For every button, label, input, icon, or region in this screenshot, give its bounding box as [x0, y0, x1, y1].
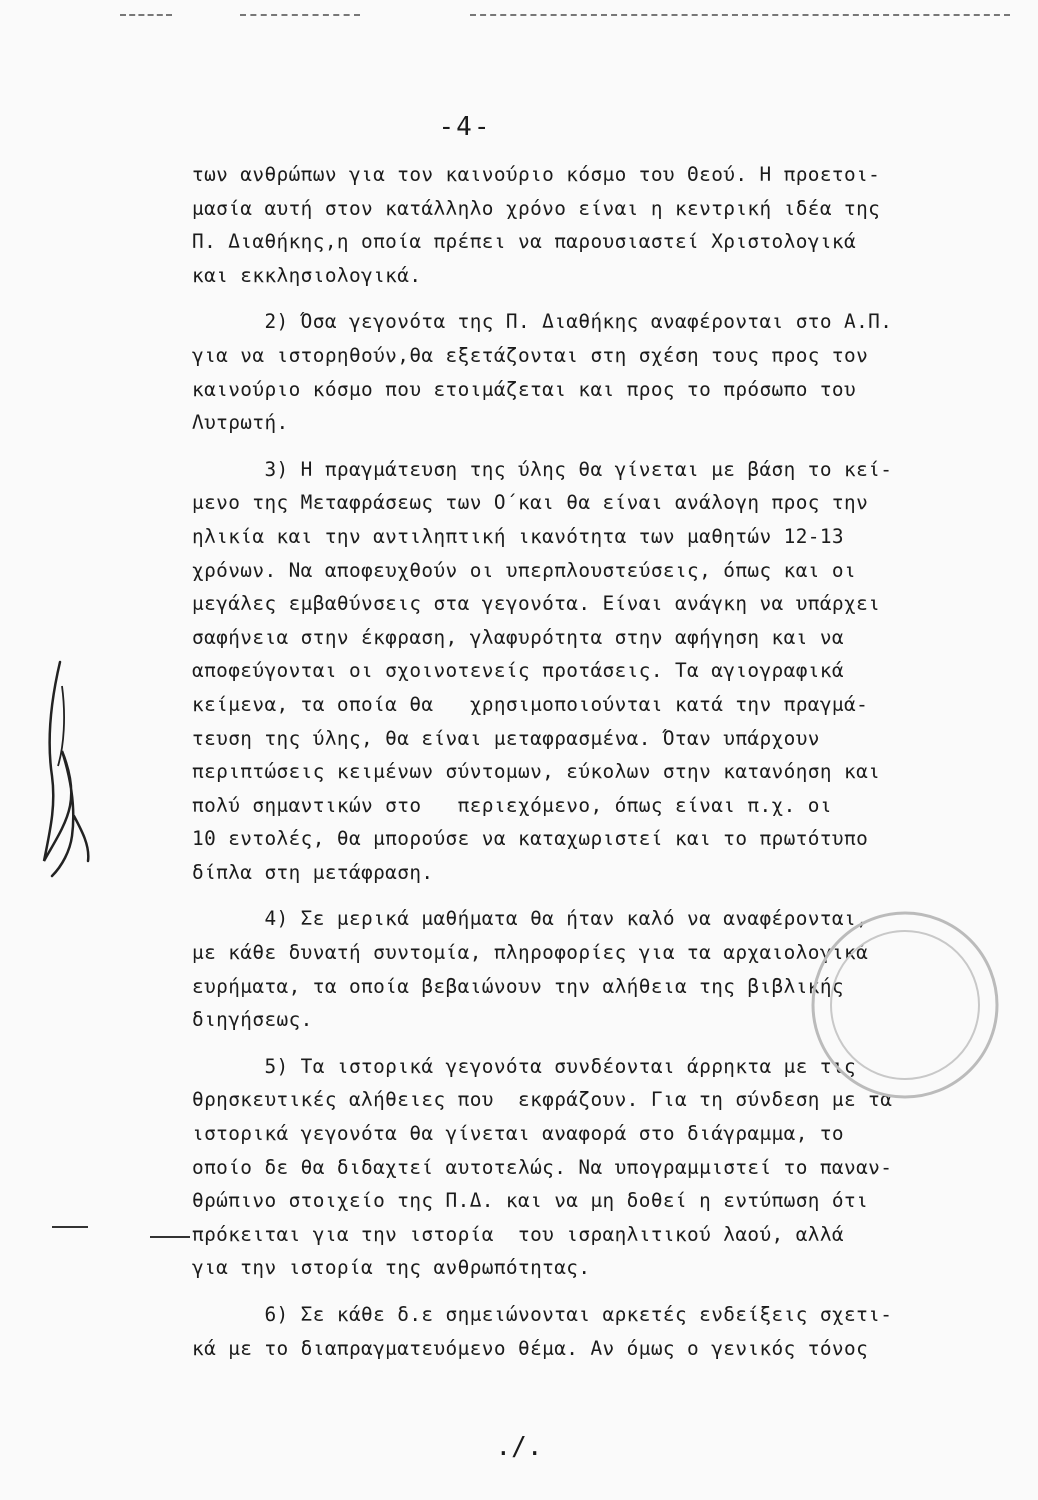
margin-dash: [52, 1226, 88, 1228]
text-line: σαφήνεια στην έκφραση, γλαφυρότητα στην αφήγηση και να: [192, 625, 845, 649]
text-line: ευρήματα, τα οποία βεβαιώνουν την αλήθεια της βιβλικής: [192, 974, 845, 998]
text-line: καινούριο κόσμο που ετοιμάζεται και προς το πρόσωπο του: [192, 377, 857, 401]
paragraph-gap: [192, 440, 1018, 453]
text-line: διηγήσεως.: [192, 1008, 313, 1032]
continuation-mark: ./.: [495, 1432, 543, 1462]
text-line: μενο της Μεταφράσεως των Ο΄και θα είναι ανάλογη προς την: [192, 491, 869, 515]
paragraph-gap: [192, 1285, 1018, 1298]
text-line: 5) Τα ιστορικά γεγονότα συνδέονται άρρηκτα με τις: [192, 1054, 857, 1078]
paragraph-gap: [192, 292, 1018, 305]
text-line: θρησκευτικές αλήθειες που εκφράζουν. Για τη σύνδεση με τα: [192, 1088, 893, 1112]
text-line: οποίο δε θα διδαχτεί αυτοτελώς. Να υπογραμμιστεί το παναν-: [192, 1155, 893, 1179]
text-line: μεγάλες εμβαθύνσεις στα γεγονότα. Είναι ανάγκη να υπάρχει: [192, 592, 881, 616]
paragraph-gap: [192, 889, 1018, 902]
text-line: 3) Η πραγμάτευση της ύλης θα γίνεται με βάση το κεί-: [192, 457, 893, 481]
paragraph: [192, 305, 1018, 439]
text-line: των ανθρώπων για τον καινούριο κόσμο του Θεού. Η προετοι-: [192, 163, 881, 186]
text-line: 6) Σε κάθε δ.ε σημειώνονται αρκετές ενδείξεις σχετι-: [192, 1303, 893, 1326]
text-line: πρόκειται για την ιστορία του ισραηλιτικού λαού, αλλά: [192, 1222, 845, 1246]
text-line: 4) Σε μερικά μαθήματα θα ήταν καλό να αναφέρονται,: [192, 907, 869, 931]
top-rule: [470, 14, 1010, 16]
page-number: -4-: [438, 112, 492, 142]
top-rule: [120, 14, 172, 16]
text-line: για την ιστορία της ανθρωπότητας.: [192, 1256, 591, 1280]
text-line: περιπτώσεις κειμένων σύντομων, εύκολων στην κατανόηση και: [192, 760, 881, 784]
paragraph: [192, 1298, 1018, 1365]
text-line: κείμενα, τα οποία θα χρησιμοποιούνται κατά την πραγμά-: [192, 692, 869, 716]
text-line: ηλικία και την αντιληπτική ικανότητα των μαθητών 12-13: [192, 524, 845, 548]
text-line: αποφεύγονται οι σχοινοτενείς προτάσεις. Τα αγιογραφικά: [192, 659, 845, 683]
text-line: μασία αυτή στον κατάλληλο χρόνο είναι η κεντρική ιδέα της: [192, 196, 881, 220]
text-line: Λυτρωτή.: [192, 411, 289, 435]
paragraph: [192, 158, 1018, 292]
text-line: τευση της ύλης, θα είναι μεταφρασμένα. Όταν υπάρχουν: [192, 726, 820, 750]
faded-stamp-icon: [805, 905, 1005, 1109]
text-line: για να ιστορηθούν,θα εξετάζονται στη σχέση τους προς τον: [192, 343, 869, 367]
text-line: 2) Όσα γεγονότα της Π. Διαθήκης αναφέρονται στο Α.Π.: [192, 310, 893, 334]
top-rule: [240, 14, 360, 16]
text-line: πολύ σημαντικών στο περιεχόμενο, όπως είναι π.χ. οι: [192, 793, 832, 817]
text-line: 10 εντολές, θα μπορούσε να καταχωριστεί και το πρωτότυπο: [192, 827, 869, 851]
text-line: με κάθε δυνατή συντομία, πληροφορίες για τα αρχαιολογικά: [192, 941, 869, 965]
paragraph: [192, 453, 1018, 890]
body-text: [192, 158, 1018, 1365]
margin-dash: [150, 1236, 190, 1238]
text-line: κά με το διαπραγματευόμενο θέμα. Αν όμως ο γενικός τόνος: [192, 1336, 869, 1360]
text-line: θρώπινο στοιχείο της Π.Δ. και να μη δοθεί η εντύπωση ότι: [192, 1189, 869, 1213]
handwritten-signature-icon: [22, 656, 102, 890]
text-line: Π. Διαθήκης,η οποία πρέπει να παρουσιαστεί Χριστολογικά: [192, 230, 857, 254]
text-line: και εκκλησιολογικά.: [192, 263, 422, 287]
text-line: χρόνων. Να αποφευχθούν οι υπερπλουστεύσεις, όπως και οι: [192, 558, 857, 582]
text-line: ιστορικά γεγονότα θα γίνεται αναφορά στο διάγραμμα, το: [192, 1122, 845, 1146]
text-line: δίπλα στη μετάφραση.: [192, 860, 434, 884]
